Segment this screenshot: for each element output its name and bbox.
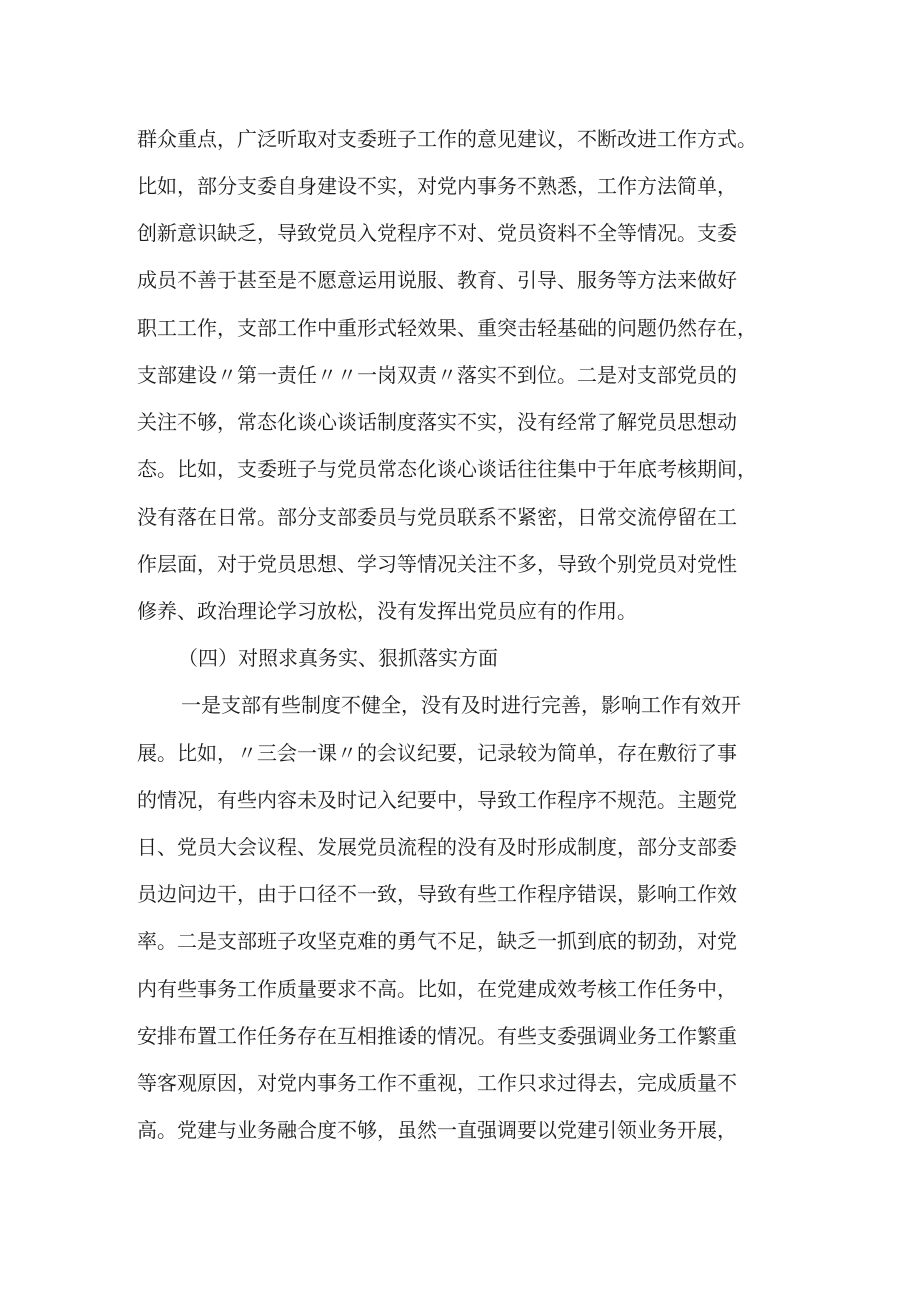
text-line: 职工工作，支部工作中重形式轻效果、重突击轻基础的问题仍然存在， (137, 316, 757, 340)
text-line: 关注不够，常态化谈心谈话制度落实不实，没有经常了解党员思想动 (137, 410, 737, 434)
text-line: 创新意识缺乏，导致党员入党程序不对、党员资料不全等情况。支委 (137, 221, 737, 245)
text-line: 一是支部有些制度不健全，没有及时进行完善，影响工作有效开 (181, 693, 741, 717)
text-line: 修养、政治理论学习放松，没有发挥出党员应有的作用。 (137, 599, 637, 623)
text-line: 作层面，对于党员思想、学习等情况关注不多，导致个别党员对党性 (137, 552, 737, 576)
text-line: 日、党员大会议程、发展党员流程的没有及时形成制度，部分支部委 (137, 835, 737, 859)
text-line: 安排布置工作任务存在互相推诿的情况。有些支委强调业务工作繁重 (137, 1024, 737, 1048)
text-line: 比如，部分支委自身建设不实，对党内事务不熟悉，工作方法简单， (137, 174, 737, 198)
text-line: 展。比如，〃三会一课〃的会议纪要，记录较为简单，存在敷衍了事 (137, 741, 737, 765)
text-line: 没有落在日常。部分支部委员与党员联系不紧密，日常交流停留在工 (137, 505, 737, 529)
text-line: 群众重点，广泛听取对支委班子工作的意见建议，不断改进工作方式。 (137, 127, 757, 151)
text-line: 内有些事务工作质量要求不高。比如，在党建成效考核工作任务中， (137, 977, 737, 1001)
text-line: 等客观原因，对党内事务工作不重视，工作只求过得去，完成质量不 (137, 1071, 737, 1095)
text-line: 率。二是支部班子攻坚克难的勇气不足，缺乏一抓到底的韧劲，对党 (137, 929, 737, 953)
text-line: 员边问边干，由于口径不一致，导致有些工作程序错误，影响工作效 (137, 882, 737, 906)
text-line: 的情况，有些内容未及时记入纪要中，导致工作程序不规范。主题党 (137, 788, 737, 812)
text-line: 态。比如，支委班子与党员常态化谈心谈话往往集中于年底考核期间， (137, 457, 757, 481)
text-line: 成员不善于甚至是不愿意运用说服、教育、引导、服务等方法来做好 (137, 268, 737, 292)
text-line: 支部建设〃第一责任〃〃一岗双责〃落实不到位。二是对支部党员的 (137, 363, 737, 387)
text-line: 高。党建与业务融合度不够，虽然一直强调要以党建引领业务开展， (137, 1118, 737, 1142)
section-heading: （四）对照求真务实、狠抓落实方面 (178, 646, 498, 670)
